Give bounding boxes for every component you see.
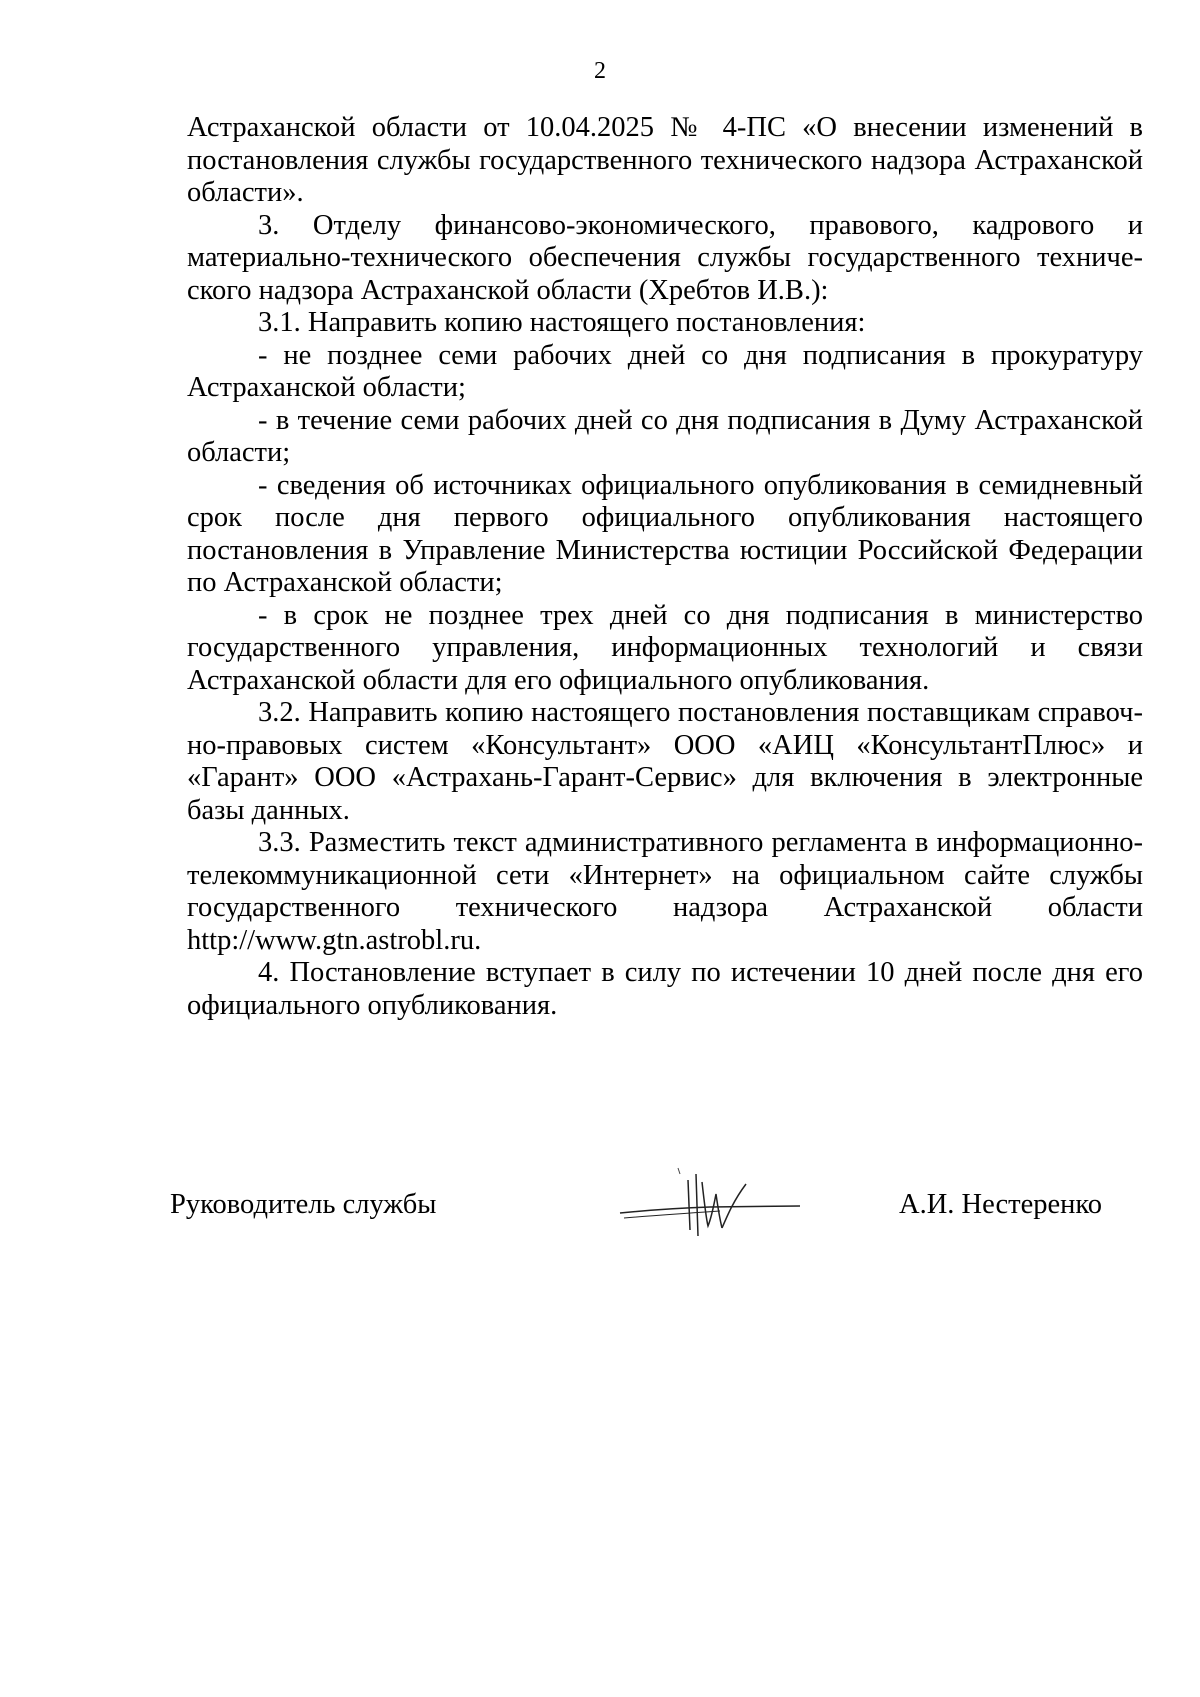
page-number: 2 <box>594 58 606 84</box>
signatory-name: А.И. Нестеренко <box>899 1189 1103 1220</box>
paragraph: 3.1. Направить копию настоящего постановления: <box>258 307 866 338</box>
document-body <box>187 112 1143 1022</box>
signature-block <box>0 1180 1200 1270</box>
paragraph: 3.2. Направить копию настоящего постановления поставщикам справоч-но-правовых систем «Консультант» ООО «АИЦ «КонсультантПлюс» и «Гарант» ООО «Астрахань-Гарант-Сервис» для включения в электронные базы данных. <box>187 697 1143 826</box>
paragraph: 4. Постановление вступает в силу по истечении 10 дней после дня его официального опубликования. <box>187 957 1143 1021</box>
paragraph: - в срок не позднее трех дней со дня подписания в министерство государственного управления, информационных технологий и связи Астраханской области для его официального опубликования. <box>187 599 1143 696</box>
paragraph: - не позднее семи рабочих дней со дня подписания в прокуратуру Астраханской области; <box>187 339 1143 403</box>
paragraph: 3. Отделу финансово-экономического, правового, кадрового и материально-технического обеспечения службы государственного техниче-ского надзора Астраханской области (Хребтов И.В.): <box>187 209 1143 306</box>
signatory-position: Руководитель службы <box>170 1189 437 1220</box>
paragraph-link: http://www.gtn.astrobl.ru. <box>187 924 482 956</box>
paragraph: Астраханской области от 10.04.2025 № 4-ПС «О внесении изменений в постановления службы государственного технического надзора Астраханской области». <box>187 112 1143 208</box>
paragraph: - сведения об источниках официального опубликования в семидневный срок после дня первого официального опубликования настоящего постановления в Управление Министерства юстиции Российской Федерации по Астраханской области; <box>187 469 1143 598</box>
handwritten-signature <box>610 1160 810 1240</box>
paragraph: 3.3. Разместить текст административного регламента в информационно-телекоммуникационной сети «Интернет» на официальном сайте службы государственного технического надзора Астраханской области <box>187 827 1143 923</box>
paragraph: - в течение семи рабочих дней со дня подписания в Думу Астраханской области; <box>187 404 1143 468</box>
